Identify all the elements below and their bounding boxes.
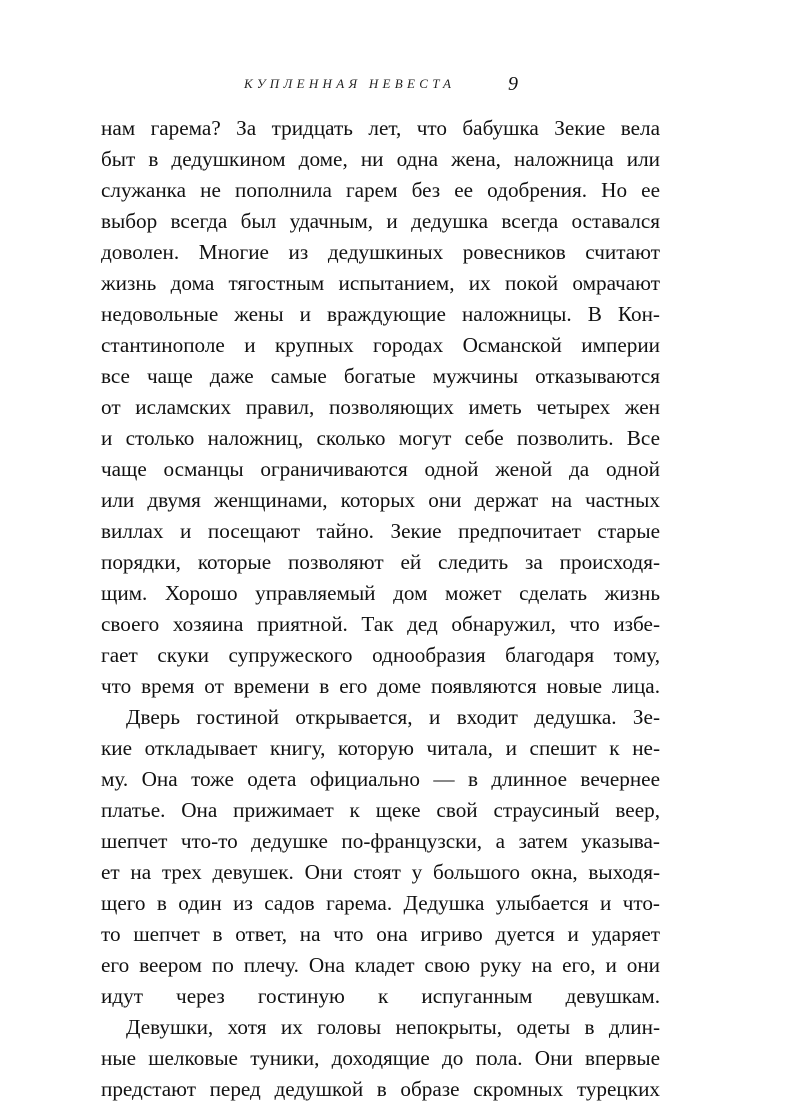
text-line: му. Она тоже одета официально — в длинное вечернее: [101, 767, 660, 791]
text-line: идут через гостиную к испуганным девушкам.: [101, 984, 660, 1008]
text-line: жизнь дома тягостным испытанием, их покой омрачают: [101, 271, 660, 295]
text-line: что время от времени в его доме появляются новые лица.: [101, 674, 660, 698]
text-line: кие откладывает книгу, которую читала, и спешит к не-: [101, 736, 660, 760]
text-line: нам гарема? За тридцать лет, что бабушка Зекие вела: [101, 116, 660, 140]
text-line: выбор всегда был удачным, и дедушка всегда оставался: [101, 209, 660, 233]
text-line: гает скуки супружеского однообразия благодаря тому,: [101, 643, 660, 667]
text-line: и столько наложниц, сколько могут себе позволить. Все: [101, 426, 660, 450]
text-line: быт в дедушкином доме, ни одна жена, наложница или: [101, 147, 660, 171]
text-line: предстают перед дедушкой в образе скромных турецких: [101, 1077, 660, 1101]
text-line: шепчет что-то дедушке по-французски, а затем указыва-: [101, 829, 660, 853]
text-line: ные шелковые туники, доходящие до пола. Они впервые: [101, 1046, 660, 1070]
text-line: доволен. Многие из дедушкиных ровесников считают: [101, 240, 660, 264]
text-line: служанка не пополнила гарем без ее одобрения. Но ее: [101, 178, 660, 202]
text-line: порядки, которые позволяют ей следить за происходя-: [101, 550, 660, 574]
page-number: 9: [508, 73, 518, 95]
text-line: то шепчет в ответ, на что она игриво дуется и ударяет: [101, 922, 660, 946]
text-line: ет на трех девушек. Они стоят у большого окна, выходя-: [101, 860, 660, 884]
text-line: Дверь гостиной открывается, и входит дедушка. Зе-: [126, 705, 660, 729]
text-line: или двумя женщинами, которых они держат на частных: [101, 488, 660, 512]
text-line: щим. Хорошо управляемый дом может сделать жизнь: [101, 581, 660, 605]
text-line: платье. Она прижимает к щеке свой страусиный веер,: [101, 798, 660, 822]
text-line: стантинополе и крупных городах Османской империи: [101, 333, 660, 357]
text-line: щего в один из садов гарема. Дедушка улыбается и что-: [101, 891, 660, 915]
text-line: недовольные жены и враждующие наложницы. В Кон-: [101, 302, 660, 326]
text-line: своего хозяина приятной. Так дед обнаружил, что избе-: [101, 612, 660, 636]
running-header: [0, 74, 800, 98]
text-line: чаще османцы ограничиваются одной женой да одной: [101, 457, 660, 481]
text-line: от исламских правил, позволяющих иметь четырех жен: [101, 395, 660, 419]
text-line: его веером по плечу. Она кладет свою руку на его, и они: [101, 953, 660, 977]
running-title: КУПЛЕННАЯ НЕВЕСТА: [244, 76, 456, 91]
text-line: виллах и посещают тайно. Зекие предпочитает старые: [101, 519, 660, 543]
text-line: Девушки, хотя их головы непокрыты, одеты в длин-: [126, 1015, 660, 1039]
text-line: все чаще даже самые богатые мужчины отказываются: [101, 364, 660, 388]
